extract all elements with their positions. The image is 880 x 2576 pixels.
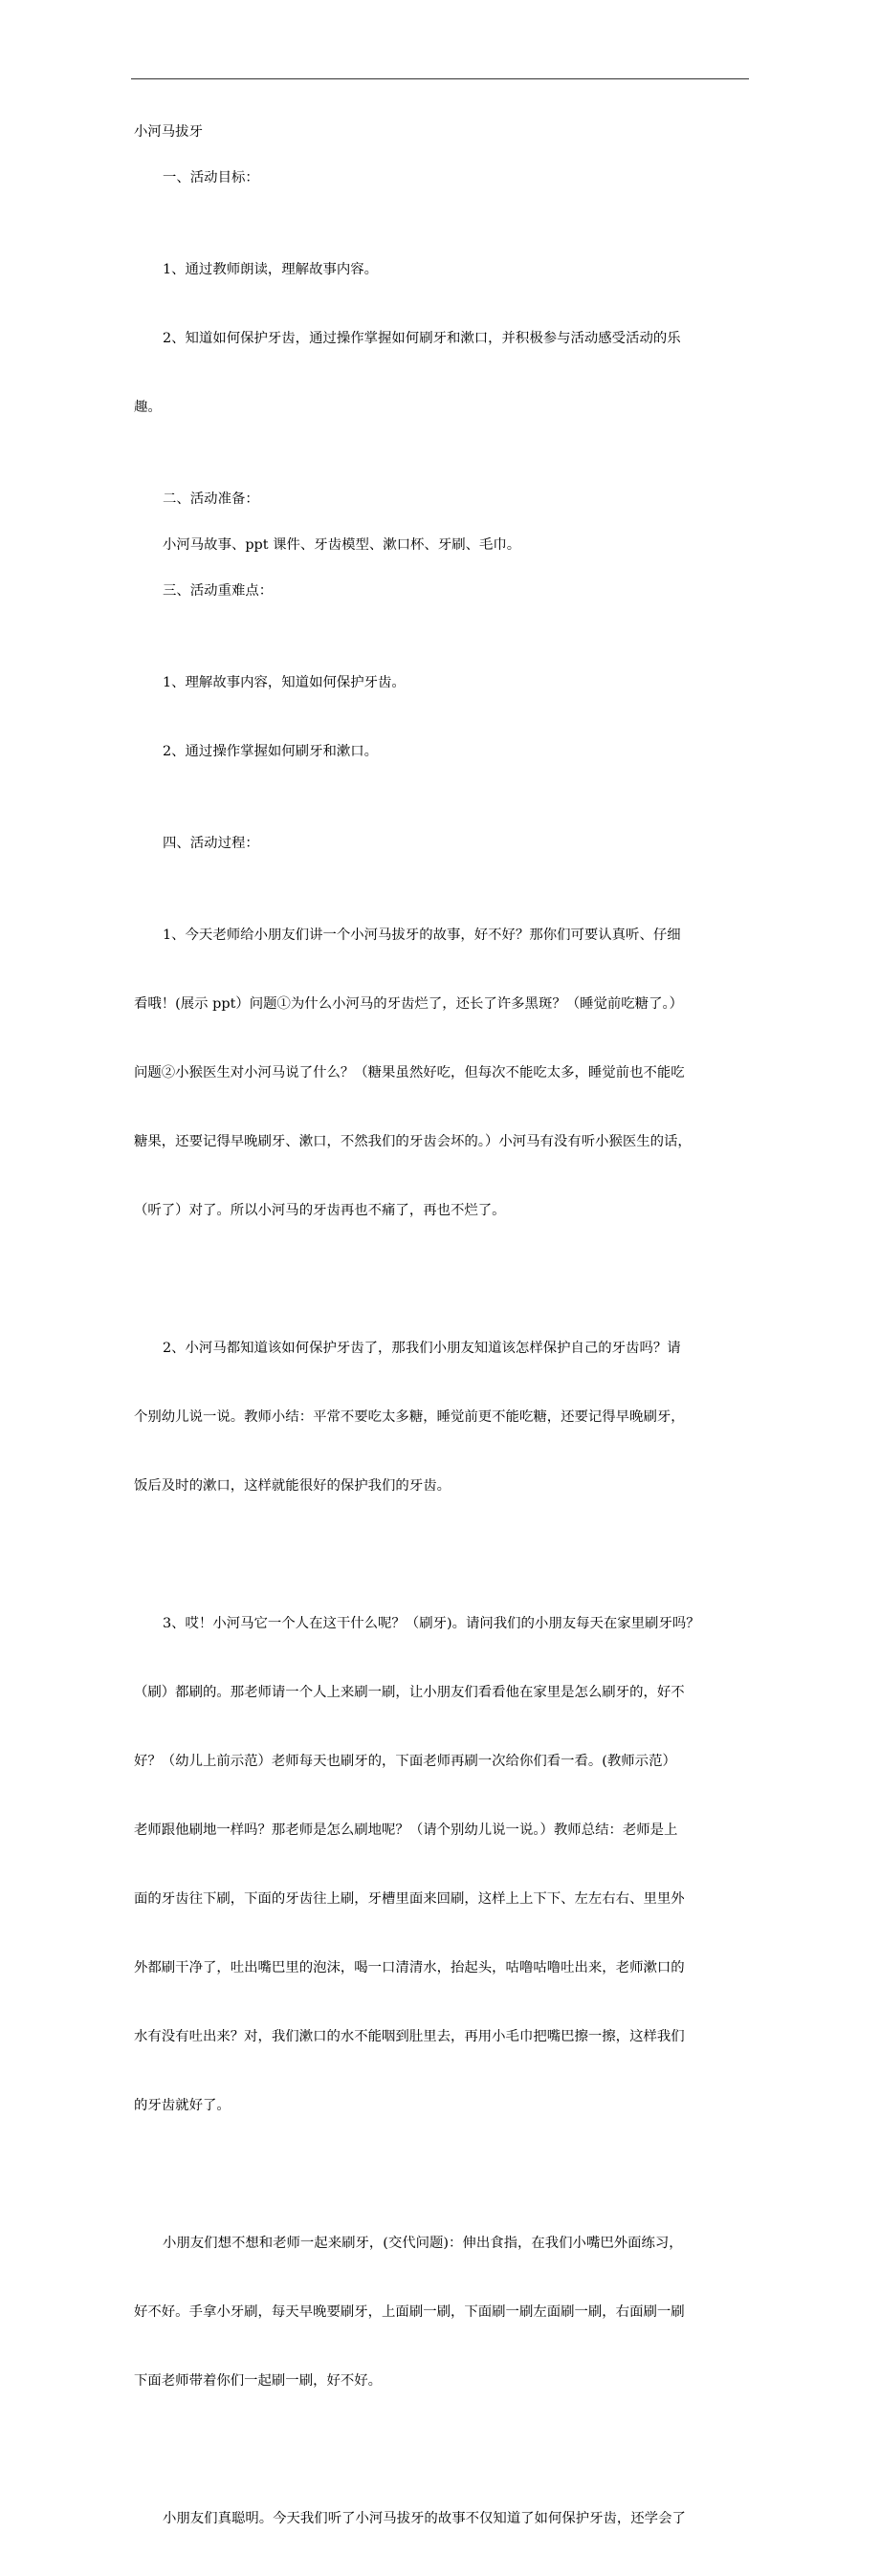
process-paragraph-2: 2、小河马都知道该如何保护牙齿了，那我们小朋友知道该怎样保护自己的牙齿吗？请 个别幼儿说一说。教师小结：平常不要吃太多糖，睡觉前更不能吃糖，还要记得早晚刷牙， 饭后及时的漱口，这样就能很好的保护我们的牙齿。: [134, 1341, 685, 1494]
key-item: 1、理解故事内容，知道如何保护牙齿。: [163, 675, 406, 690]
process-heading: 四、活动过程：: [163, 836, 259, 851]
goals-heading: 一、活动目标：: [163, 170, 259, 186]
goal-list: [134, 212, 751, 465]
goal-item: 2、知道如何保护牙齿，通过操作掌握如何刷牙和漱口，并积极参与活动感受活动的乐: [163, 331, 681, 346]
document-title: 小河马拔牙: [134, 124, 203, 140]
prep-text: 小河马故事、ppt 课件、牙齿模型、漱口杯、牙刷、毛巾。: [163, 537, 521, 553]
process-paragraph-1: 1、今天老师给小朋友们讲一个小河马拔牙的故事，好不好？那你们可要认真听、仔细 看哦！(展示 ppt）问题①为什么小河马的牙齿烂了，还长了许多黑斑？（睡觉前吃糖了。） 问题②小猴医生对小河马说了什么？（糖果虽然好吃，但每次不能吃太多，睡觉前也不能吃 糖果，还要记得早晚刷牙、漱口，不然我们的牙齿会坏的。）小河马有没有听小猴医生的话， （听了）对了。所以小河马的牙齿再也不痛了，再也不烂了。: [134, 928, 692, 1218]
goal-item-continuation: 趣。: [134, 400, 162, 415]
document-body: [134, 120, 751, 2576]
prep-heading: 二、活动准备：: [163, 491, 259, 507]
goal-item: 1、通过教师朗读，理解故事内容。: [163, 262, 379, 277]
header-rule: [131, 78, 749, 79]
key-item: 2、通过操作掌握如何刷牙和漱口。: [163, 744, 379, 759]
process-paragraph-4: 小朋友们想不想和老师一起来刷牙，(交代问题)：伸出食指，在我们小嘴巴外面练习， 好不好。手拿小牙刷，每天早晚要刷牙，上面刷一刷，下面刷一刷左面刷一刷，右面刷一刷 下面老师带着你们一起刷一刷，好不好。: [134, 2236, 685, 2389]
process-paragraph-5: 小朋友们真聪明。今天我们听了小河马拔牙的故事不仅知道了如何保护牙齿，还学会了: [163, 2511, 686, 2526]
process-paragraph-3: 3、哎！小河马它一个人在这干什么呢？（刷牙)。请问我们的小朋友每天在家里刷牙吗？ （刷）都刷的。那老师请一个人上来刷一刷，让小朋友们看看他在家里是怎么刷牙的，好不 好？（幼儿上前示范）老师每天也刷牙的，下面老师再刷一次给你们看一看。(教师示范） 老师跟他刷地一样吗？那老师是怎么刷地呢？（请个别幼儿说一说。）教师总结：老师是上 面的牙齿往下刷，下面的牙齿往上刷，牙槽里面来回刷，这样上上下下、左左右右、里里外 外都刷干净了，吐出嘴巴里的泡沫，喝一口清清水，抬起头，咕噜咕噜吐出来，老师漱口的 水有没有吐出来？对，我们漱口的水不能咽到肚里去，再用小毛巾把嘴巴擦一擦，这样我们 的牙齿就好了。: [134, 1616, 700, 2113]
key-list: [134, 625, 751, 809]
key-heading: 三、活动重难点：: [163, 583, 274, 599]
